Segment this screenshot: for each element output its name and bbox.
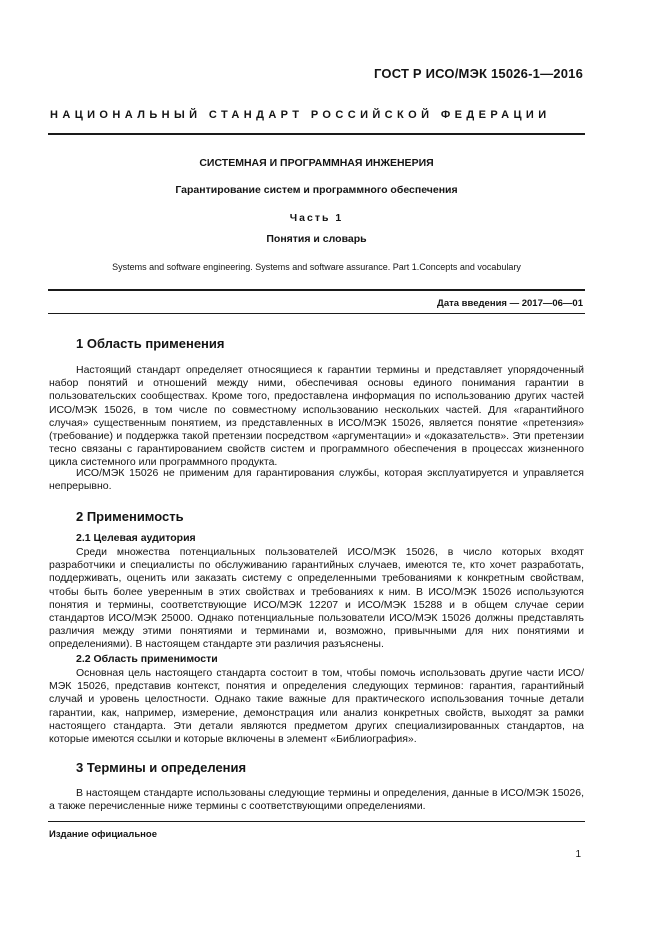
date-rule <box>48 313 585 314</box>
part-title: Понятия и словарь <box>266 233 367 245</box>
section-2-heading: 2 Применимость <box>76 509 184 524</box>
section-1-heading: 1 Область применения <box>76 336 225 351</box>
section-2-2-heading: 2.2 Область применимости <box>76 653 218 665</box>
title-rule <box>48 289 585 291</box>
section-2-1-heading: 2.1 Целевая аудитория <box>76 532 196 544</box>
section-3-paragraph: В настоящем стандарте использованы следующие термины и определения, данные в ИСО/МЭК 15026, а также перечисленные ниже термины с соответствующими определениями. <box>49 787 584 813</box>
document-subtitle: Гарантирование систем и программного обеспечения <box>175 184 458 196</box>
gost-code: ГОСТ Р ИСО/МЭК 15026-1—2016 <box>374 66 583 81</box>
section-2-1-paragraph: Среди множества потенциальных пользователей ИСО/МЭК 15026, в число которых входят разработчики и специалисты по обслуживанию гарантийных случаев, имеются те, кто хочет разработать, поддерживать, оценить или заказать систему с определенными требованиями к конкретным свойствам, чтобы быть более уверенным в этих свойствах и требованиях к ним. В ИСО/МЭК 15026 используются понятия и термины, соответствующие ИСО/МЭК 12207 и ИСО/МЭК 15288 и в общем случае серии стандартов ИСО/МЭК 25000. Однако потенциальные пользователи ИСО/МЭК 15026 должны представлять различия между этими понятиями и терминами и, возможно, привычными для них понятиями и определениями). В настоящем стандарте эти различия разъяснены. <box>49 546 584 651</box>
national-standard-banner: НАЦИОНАЛЬНЫЙ СТАНДАРТ РОССИЙСКОЙ ФЕДЕРАЦИИ <box>50 109 551 121</box>
section-1-paragraph-2: ИСО/МЭК 15026 не применим для гарантирования службы, которая эксплуатируется и управляется непрерывно. <box>49 467 584 493</box>
header-rule <box>48 133 585 135</box>
edition-note: Издание официальное <box>49 829 157 840</box>
footer-rule <box>48 821 585 822</box>
part-number: Часть 1 <box>289 212 344 224</box>
page-number: 1 <box>575 849 581 860</box>
section-3-heading: 3 Термины и определения <box>76 760 247 775</box>
document-title: СИСТЕМНАЯ И ПРОГРАММНАЯ ИНЖЕНЕРИЯ <box>199 157 434 169</box>
english-title: Systems and software engineering. Systems and software assurance. Part 1.Concepts and vocabulary <box>112 262 521 272</box>
section-2-2-paragraph: Основная цель настоящего стандарта состоит в том, чтобы помочь использовать другие части ИСО/МЭК 15026, представив контекст, понятия и определения следующих терминов: гарантия, гарантийный случай и уровень целостности. Однако такие важные для практического использования точные детали гарантии, как, например, измерение, демонстрация или анализ конкретных свойств, выходят за рамки настоящего стандарта. Эти детали являются предметом других специализированных стандартов, на которые имеются ссылки и которые включены в элемент «Библиография». <box>49 667 584 746</box>
introduction-date: Дата введения — 2017—06—01 <box>437 298 583 309</box>
section-1-paragraph-1: Настоящий стандарт определяет относящиеся к гарантии термины и представляет упорядоченный набор понятий и отношений между ними, обеспечивая основы единого понимания гарантии в пользовательских сообществах. Кроме того, предоставлена информация по использованию других частей ИСО/МЭК 15026, в том числе по совместному использованию нескольких частей. Для «гарантийного случая» существенным понятием, из представленных в ИСО/МЭК 15026, является понятие «претензия» (требование) и поддержка такой претензии посредством «аргументации» и «доказательств». Эти претензии тесно связаны с гарантированием свойств систем и программного обеспечения в процессах жизненного цикла системного или программного продукта. <box>49 364 584 469</box>
